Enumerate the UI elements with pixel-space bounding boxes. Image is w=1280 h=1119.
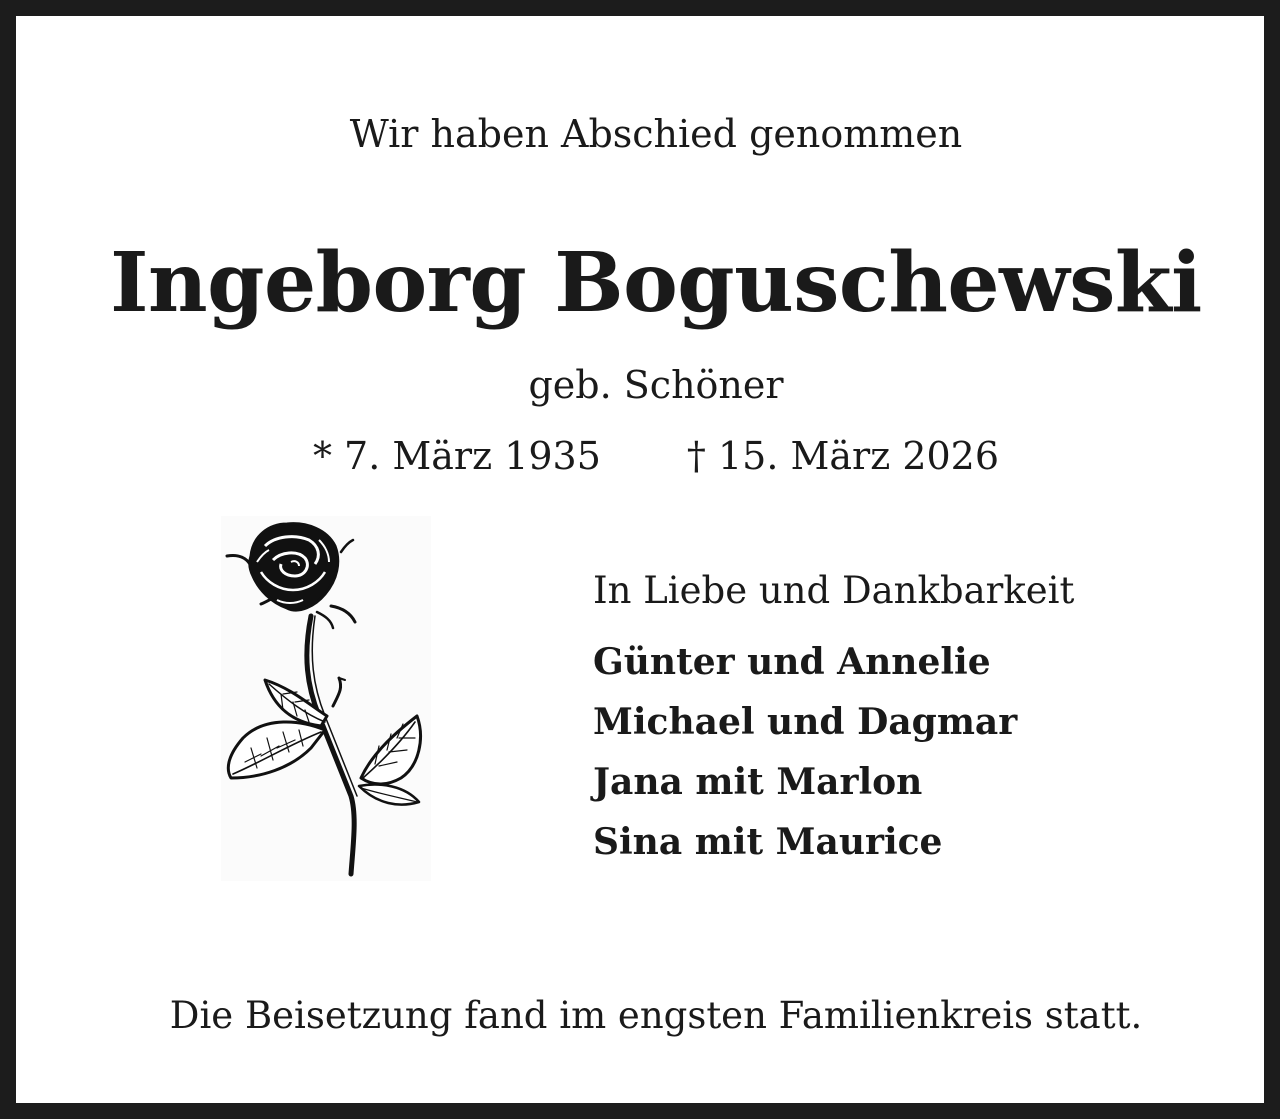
family-member: Jana mit Marlon bbox=[593, 761, 923, 803]
family-member: Michael und Dagmar bbox=[593, 701, 1018, 743]
family-member: Günter und Annelie bbox=[593, 641, 991, 683]
funeral-note: Die Beisetzung fand im engsten Familienkreis statt. bbox=[169, 994, 1143, 1037]
rose-icon bbox=[221, 516, 431, 881]
maiden-name: geb. Schöner bbox=[528, 363, 784, 407]
birth-date: * 7. März 1935 bbox=[312, 434, 601, 478]
intro-line: Wir haben Abschied genommen bbox=[349, 112, 963, 156]
tagline: In Liebe und Dankbarkeit bbox=[593, 569, 1075, 612]
family-member: Sina mit Maurice bbox=[593, 821, 943, 863]
death-date: † 15. März 2026 bbox=[686, 434, 1000, 478]
life-dates bbox=[16, 430, 1280, 482]
deceased-name: Ingeborg Boguschewski bbox=[110, 235, 1202, 331]
family-block bbox=[593, 566, 1074, 872]
